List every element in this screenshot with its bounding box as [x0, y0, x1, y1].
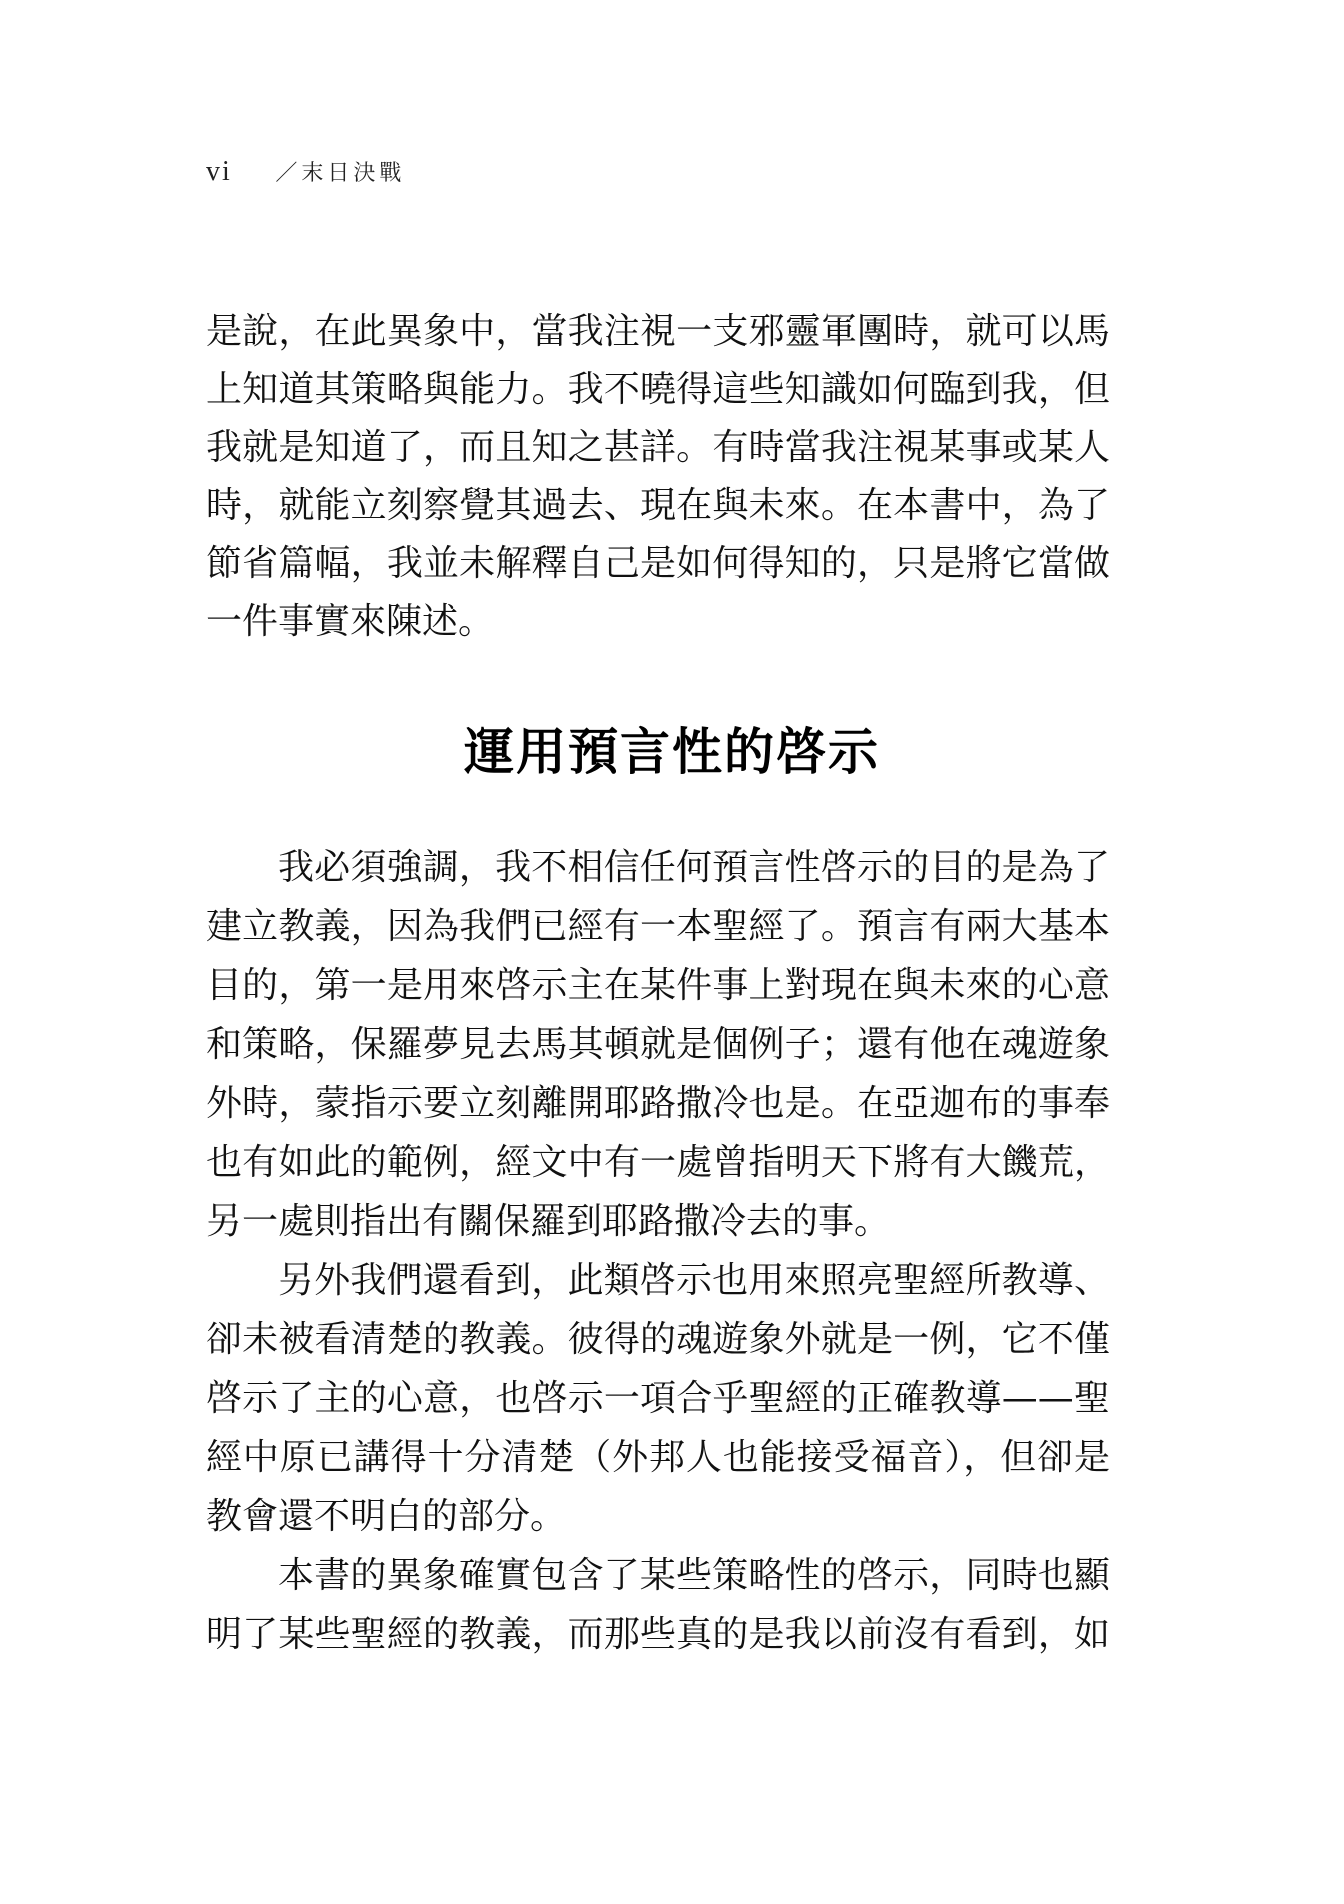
text-line: 時，就能立刻察覺其過去、現在與未來。在本書中，為了 — [206, 485, 1110, 526]
text-line: 目的，第一是用來啓示主在某件事上對現在與未來的心意 — [206, 965, 1110, 1006]
text-line: 節省篇幅，我並未解釋自己是如何得知的，只是將它當做 — [206, 543, 1110, 584]
text-line: 是說，在此異象中，當我注視一支邪靈軍團時，就可以馬 — [206, 311, 1110, 352]
running-head — [206, 156, 405, 188]
text-line: 建立教義，因為我們已經有一本聖經了。預言有兩大基本 — [206, 906, 1110, 947]
page-number: vi — [206, 156, 232, 187]
text-line: 啓示了主的心意，也啓示一項合乎聖經的正確教導——聖 — [206, 1378, 1110, 1419]
text-line: 經中原已講得十分清楚（外邦人也能接受福音），但卻是 — [206, 1437, 1110, 1478]
text-line: 外時，蒙指示要立刻離開耶路撒冷也是。在亞迦布的事奉 — [206, 1083, 1110, 1124]
text-line: 上知道其策略與能力。我不曉得這些知識如何臨到我，但 — [206, 369, 1110, 410]
text-line: 另一處則指出有關保羅到耶路撒冷去的事。 — [206, 1201, 891, 1242]
section-heading: 運用預言性的啓示 — [464, 723, 880, 781]
paragraph-first-line: 我必須強調，我不相信任何預言性啓示的目的是為了 — [278, 847, 1110, 888]
text-line: 一件事實來陳述。 — [206, 601, 495, 642]
text-line: 我就是知道了，而且知之甚詳。有時當我注視某事或某人 — [206, 427, 1110, 468]
text-line: 和策略，保羅夢見去馬其頓就是個例子；還有他在魂遊象 — [206, 1024, 1110, 1065]
text-line: 也有如此的範例，經文中有一處曾指明天下將有大饑荒， — [206, 1142, 1110, 1183]
paragraph-first-line: 本書的異象確實包含了某些策略性的啓示，同時也顯 — [278, 1555, 1110, 1596]
book-title: ／末日決戰 — [275, 161, 406, 186]
text-line: 教會還不明白的部分。 — [206, 1496, 567, 1537]
body-text-after-heading — [206, 838, 1110, 1664]
text-line: 明了某些聖經的教義，而那些真的是我以前沒有看到，如 — [206, 1614, 1110, 1655]
paragraph-first-line: 另外我們還看到，此類啓示也用來照亮聖經所教導、 — [278, 1260, 1110, 1301]
body-text-before-heading — [206, 303, 1110, 651]
text-line: 卻未被看清楚的教義。彼得的魂遊象外就是一例，它不僅 — [206, 1319, 1110, 1360]
